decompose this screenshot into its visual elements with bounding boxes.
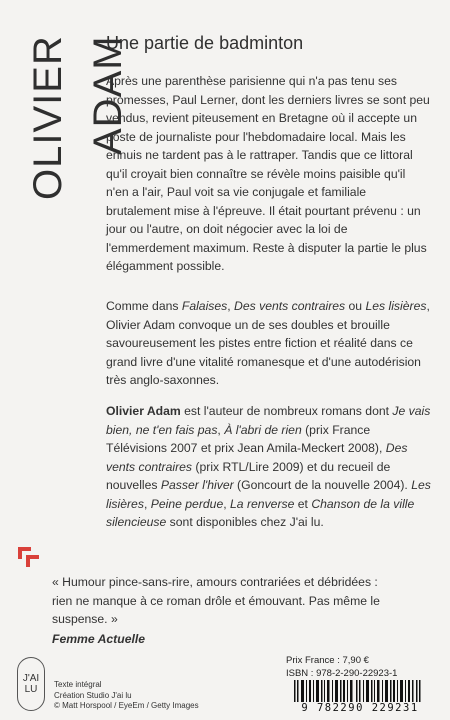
book-title: Une partie de badminton bbox=[106, 33, 304, 53]
barcode-number: 9 782290 229231 bbox=[280, 702, 440, 714]
credit-line: Texte intégral bbox=[54, 680, 102, 689]
credits bbox=[54, 680, 199, 712]
quote-mark-icon bbox=[18, 547, 40, 567]
author-bio-paragraph: Olivier Adam est l'auteur de nombreux romans dont Je vais bien, ne t'en fais pas, À l'abri de rien (prix France Télévisions 2007 et prix Jean Amila-Meckert 2008), Des vents contraires (prix RTL/Lire 2009) et du recueil de nouvelles Passer l'hiver (Goncourt de la nouvelle 2004). Les lisières, Peine perdue, La renverse et Chanson de la ville silencieuse sont disponibles chez J'ai lu. bbox=[106, 404, 431, 529]
credit-line: © Matt Horspool / EyeEm / Getty Images bbox=[54, 701, 199, 710]
comparison-paragraph: Comme dans Falaises, Des vents contraires ou Les lisières, Olivier Adam convoque un de ses doubles et brouille savoureusement les pistes entre fiction et réalité dans ce grand livre d'une vitalité romanesque et d'une autodérision très anglo-saxonnes. bbox=[106, 299, 430, 387]
credit-line: Création Studio J'ai lu bbox=[54, 690, 132, 700]
quote-text: « Humour pince-sans-rire, amours contrariées et débridées : rien ne manque à ce roman drôle et émouvant. Pas même le suspense. » bbox=[52, 575, 380, 626]
quote-source: Femme Actuelle bbox=[52, 631, 146, 646]
press-quote bbox=[52, 573, 382, 648]
logo-line-2: LU bbox=[24, 684, 38, 695]
price-label: Prix France : 7,90 € bbox=[286, 655, 369, 666]
logo-line-1: J'AI bbox=[22, 673, 40, 684]
author-name-vertical: OLIVIER ADAM bbox=[26, 35, 130, 200]
isbn-label: ISBN : 978-2-290-22923-1 bbox=[286, 668, 398, 679]
publisher-logo bbox=[17, 657, 45, 711]
synopsis-paragraph: Après une parenthèse parisienne qui n'a pas tenu ses promesses, Paul Lerner, dont les derniers livres se sont peu vendus, revient piteusement en Bretagne où il accepte un poste de journaliste pour l'hebdomadaire local. Mais les ennuis ne tardent pas à le rattraper. Tandis que ce littoral qu'il croyait bien connaître se révèle moins paisible qu'il n'en a l'air, Paul voit sa vie conjugale et familiale brutalement mise à l'épreuve. Il était pourtant prévenu : un jour ou l'autre, on doit négocier avec la loi de l'emmerdement maximum. Reste à disputer la partie le plus élégamment possible. bbox=[106, 74, 430, 273]
